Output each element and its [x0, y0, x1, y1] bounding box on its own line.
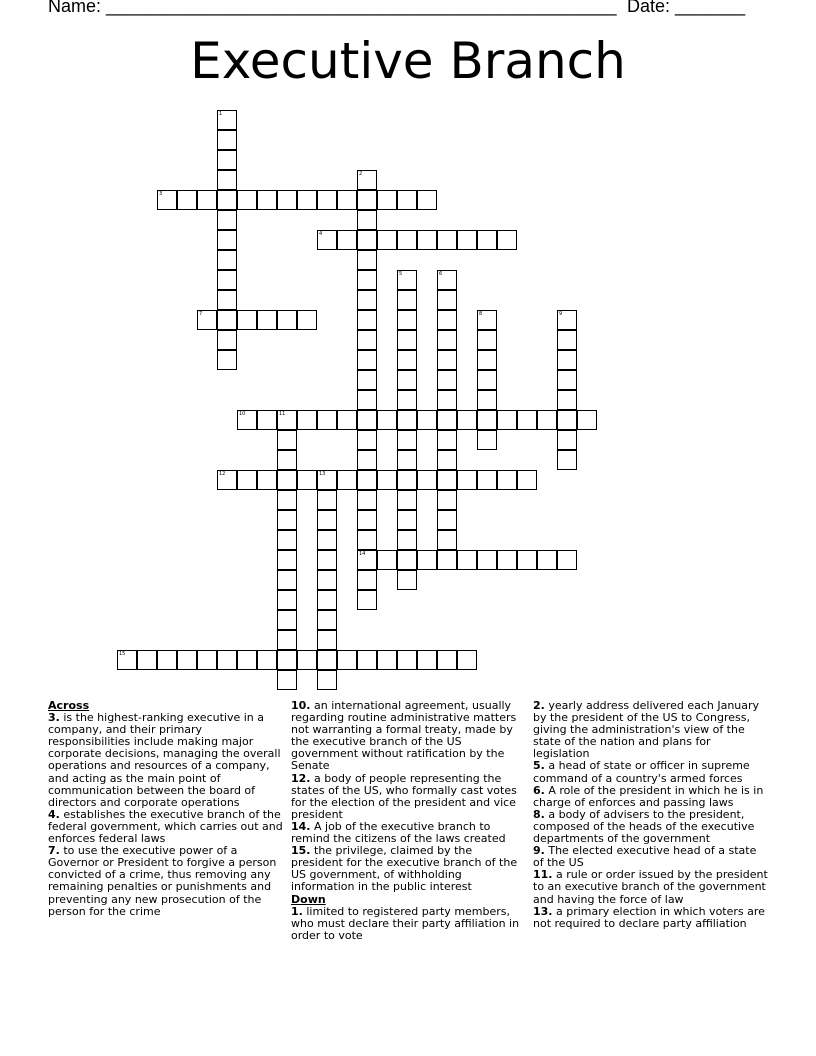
clue-down-11: 11. a rule or order issued by the president to an executive branch of the government and having the force of law	[533, 868, 768, 906]
cell-number: 10	[239, 411, 246, 417]
crossword-cell[interactable]	[177, 650, 197, 670]
crossword-cell[interactable]	[317, 550, 337, 570]
crossword-cell[interactable]	[537, 410, 557, 430]
crossword-cell[interactable]	[317, 530, 337, 550]
crossword-cell[interactable]	[217, 150, 237, 170]
crossword-cell[interactable]	[417, 650, 437, 670]
crossword-cell[interactable]	[217, 190, 237, 210]
crossword-cell[interactable]	[217, 230, 237, 250]
crossword-cell[interactable]	[397, 410, 417, 430]
clue-down-6: 6. A role of the president in which he is in charge of enforces and passing laws	[533, 783, 764, 809]
crossword-cell[interactable]	[217, 210, 237, 230]
clue-across-15: 15. the privilege, claimed by the president for the executive branch of the US government, of withholding information in the public interest	[291, 844, 518, 894]
crossword-cell[interactable]	[277, 430, 297, 450]
crossword-cell[interactable]	[197, 310, 217, 330]
crossword-cell[interactable]	[317, 230, 337, 250]
crossword-cell[interactable]	[457, 650, 477, 670]
crossword-cell[interactable]	[437, 370, 457, 390]
crossword-cell[interactable]	[197, 650, 217, 670]
crossword-cell[interactable]	[317, 590, 337, 610]
crossword-cell[interactable]	[217, 470, 237, 490]
clues-column-1	[48, 700, 283, 918]
crossword-cell[interactable]	[357, 290, 377, 310]
crossword-cell[interactable]	[137, 650, 157, 670]
crossword-cell[interactable]	[477, 550, 497, 570]
cell-number: 7	[199, 311, 203, 317]
crossword-cell[interactable]	[497, 230, 517, 250]
crossword-cell[interactable]	[437, 430, 457, 450]
crossword-cell[interactable]	[377, 550, 397, 570]
crossword-cell[interactable]	[157, 650, 177, 670]
crossword-cell[interactable]	[477, 370, 497, 390]
crossword-cell[interactable]	[317, 410, 337, 430]
crossword-cell[interactable]	[357, 230, 377, 250]
crossword-cell[interactable]	[277, 530, 297, 550]
down-heading: Down	[291, 892, 326, 906]
crossword-cell[interactable]	[397, 230, 417, 250]
crossword-cell[interactable]	[357, 430, 377, 450]
clues-column-2	[291, 700, 526, 942]
crossword-cell[interactable]	[297, 310, 317, 330]
cell-number: 1	[219, 111, 223, 117]
crossword-cell[interactable]	[497, 470, 517, 490]
crossword-cell[interactable]	[217, 310, 237, 330]
crossword-cell[interactable]	[237, 310, 257, 330]
crossword-cell[interactable]	[277, 630, 297, 650]
clue-across-10: 10. an international agreement, usually regarding routine administrative matters not warranting a formal treaty, made by the executive branch of the US government without ratification by the Senate	[291, 699, 517, 773]
clue-across-14: 14. A job of the executive branch to remind the citizens of the laws created	[291, 819, 506, 846]
crossword-cell[interactable]	[297, 650, 317, 670]
crossword-cell[interactable]	[437, 290, 457, 310]
crossword-cell[interactable]	[517, 410, 537, 430]
crossword-cell[interactable]	[277, 470, 297, 490]
crossword-cell[interactable]	[357, 570, 377, 590]
crossword-cell[interactable]	[377, 410, 397, 430]
crossword-cell[interactable]	[377, 470, 397, 490]
crossword-cell[interactable]	[317, 570, 337, 590]
cell-number: 4	[319, 231, 323, 237]
crossword-cell[interactable]	[357, 470, 377, 490]
crossword-cell[interactable]	[337, 230, 357, 250]
crossword-cell[interactable]	[357, 270, 377, 290]
crossword-cell[interactable]	[277, 450, 297, 470]
crossword-cell[interactable]	[377, 650, 397, 670]
crossword-cell[interactable]	[237, 470, 257, 490]
crossword-cell[interactable]	[357, 510, 377, 530]
crossword-cell[interactable]	[257, 650, 277, 670]
crossword-cell[interactable]	[237, 410, 257, 430]
crossword-cell[interactable]	[557, 330, 577, 350]
crossword-cell[interactable]	[557, 550, 577, 570]
crossword-cell[interactable]	[317, 670, 337, 690]
crossword-cell[interactable]	[577, 410, 597, 430]
crossword-cell[interactable]	[477, 410, 497, 430]
crossword-cell[interactable]	[357, 310, 377, 330]
crossword-cell[interactable]	[417, 410, 437, 430]
crossword-cell[interactable]	[257, 470, 277, 490]
crossword-cell[interactable]	[357, 530, 377, 550]
crossword-cell[interactable]	[397, 270, 417, 290]
crossword-cell[interactable]	[277, 490, 297, 510]
crossword-cell[interactable]	[517, 470, 537, 490]
cell-number: 12	[219, 471, 226, 477]
clue-down-2: 2. yearly address delivered each January by the president of the US to Congress, giving the administration's view of the state of the nation and plans for legislation	[533, 699, 760, 761]
crossword-cell[interactable]	[437, 530, 457, 550]
crossword-cell[interactable]	[477, 430, 497, 450]
crossword-cell[interactable]	[557, 390, 577, 410]
crossword-cell[interactable]	[217, 290, 237, 310]
crossword-cell[interactable]	[437, 330, 457, 350]
cell-number: 13	[319, 471, 326, 477]
crossword-cell[interactable]	[557, 430, 577, 450]
crossword-cell[interactable]	[417, 550, 437, 570]
clue-down-1: 1. limited to registered party members, who must declare their party affiliation in order to vote	[291, 904, 520, 942]
crossword-cell[interactable]	[297, 470, 317, 490]
crossword-cell[interactable]	[437, 450, 457, 470]
crossword-cell[interactable]	[477, 470, 497, 490]
crossword-cell[interactable]	[397, 550, 417, 570]
crossword-cell[interactable]	[217, 170, 237, 190]
puzzle-title: Executive Branch	[190, 32, 626, 90]
crossword-cell[interactable]	[357, 350, 377, 370]
crossword-cell[interactable]	[397, 650, 417, 670]
crossword-cell[interactable]	[317, 190, 337, 210]
crossword-cell[interactable]	[317, 650, 337, 670]
crossword-cell[interactable]	[557, 450, 577, 470]
crossword-cell[interactable]	[497, 410, 517, 430]
crossword-cell[interactable]	[357, 650, 377, 670]
crossword-cell[interactable]	[397, 430, 417, 450]
crossword-cell[interactable]	[357, 410, 377, 430]
crossword-cell[interactable]	[277, 550, 297, 570]
clue-across-3: 3. is the highest-ranking executive in a company, and their primary responsibilities include making major corporate decisions, managing the overall operations and resources of a company, and acting as the main point of communication between the board of directors and corporate operations	[48, 711, 281, 809]
crossword-cell[interactable]	[397, 290, 417, 310]
crossword-cell[interactable]	[517, 550, 537, 570]
name-field-label: Name: ___________________________________________________	[48, 0, 617, 16]
crossword-cell[interactable]	[357, 370, 377, 390]
crossword-cell[interactable]	[357, 490, 377, 510]
crossword-cell[interactable]	[397, 510, 417, 530]
crossword-cell[interactable]	[277, 570, 297, 590]
clues-column-3	[533, 700, 768, 930]
crossword-cell[interactable]	[397, 350, 417, 370]
crossword-cell[interactable]	[437, 550, 457, 570]
cell-number: 14	[359, 551, 366, 557]
crossword-cell[interactable]	[437, 510, 457, 530]
clue-down-8: 8. a body of advisers to the president, composed of the heads of the executive departments of the government	[533, 807, 755, 846]
crossword-cell[interactable]	[417, 230, 437, 250]
crossword-cell[interactable]	[477, 310, 497, 330]
cell-number: 8	[479, 311, 483, 317]
cell-number: 15	[119, 651, 126, 657]
crossword-cell[interactable]	[217, 110, 237, 130]
cell-number: 11	[279, 411, 286, 417]
crossword-cell[interactable]	[437, 350, 457, 370]
crossword-cell[interactable]	[297, 410, 317, 430]
crossword-cell[interactable]	[257, 410, 277, 430]
crossword-cell[interactable]	[317, 630, 337, 650]
crossword-cell[interactable]	[357, 210, 377, 230]
crossword-cell[interactable]	[457, 550, 477, 570]
crossword-cell[interactable]	[237, 650, 257, 670]
crossword-cell[interactable]	[237, 190, 257, 210]
crossword-cell[interactable]	[277, 510, 297, 530]
cell-number: 6	[439, 271, 443, 277]
crossword-cell[interactable]	[457, 470, 477, 490]
crossword-cell[interactable]	[197, 190, 217, 210]
crossword-cell[interactable]	[217, 350, 237, 370]
crossword-cell[interactable]	[357, 590, 377, 610]
crossword-cell[interactable]	[337, 190, 357, 210]
crossword-cell[interactable]	[557, 350, 577, 370]
crossword-cell[interactable]	[277, 310, 297, 330]
crossword-cell[interactable]	[397, 450, 417, 470]
crossword-cell[interactable]	[257, 190, 277, 210]
clue-across-12: 12. a body of people representing the states of the US, who formally cast votes for the election of the president and vice president	[291, 771, 517, 821]
crossword-cell[interactable]	[277, 670, 297, 690]
crossword-cell[interactable]	[537, 550, 557, 570]
crossword-cell[interactable]	[357, 330, 377, 350]
crossword-cell[interactable]	[357, 190, 377, 210]
crossword-cell[interactable]	[257, 310, 277, 330]
crossword-cell[interactable]	[337, 410, 357, 430]
crossword-cell[interactable]	[157, 190, 177, 210]
crossword-cell[interactable]	[557, 310, 577, 330]
crossword-cell[interactable]	[397, 470, 417, 490]
crossword-cell[interactable]	[437, 490, 457, 510]
crossword-cell[interactable]	[397, 310, 417, 330]
crossword-cell[interactable]	[357, 450, 377, 470]
crossword-cell[interactable]	[397, 530, 417, 550]
clue-across-7: 7. to use the executive power of a Governor or President to forgive a person convicted of a crime, thus removing any remaining penalties or punishments and preventing any new prosecution of the person for the crime	[48, 844, 277, 918]
cell-number: 5	[399, 271, 403, 277]
crossword-cell[interactable]	[277, 410, 297, 430]
crossword-cell[interactable]	[417, 470, 437, 490]
crossword-cell[interactable]	[457, 410, 477, 430]
crossword-cell[interactable]	[377, 190, 397, 210]
crossword-cell[interactable]	[317, 490, 337, 510]
across-heading: Across	[48, 699, 90, 712]
crossword-cell[interactable]	[277, 190, 297, 210]
crossword-cell[interactable]	[437, 650, 457, 670]
crossword-cell[interactable]	[337, 650, 357, 670]
crossword-cell[interactable]	[397, 390, 417, 410]
crossword-cell[interactable]	[217, 270, 237, 290]
crossword-cell[interactable]	[317, 510, 337, 530]
crossword-cell[interactable]	[437, 270, 457, 290]
crossword-cell[interactable]	[437, 470, 457, 490]
clue-down-9: 9. The elected executive head of a state of the US	[533, 844, 757, 870]
crossword-cell[interactable]	[477, 330, 497, 350]
crossword-cell[interactable]	[477, 350, 497, 370]
crossword-cell[interactable]	[337, 470, 357, 490]
cell-number: 9	[559, 311, 563, 317]
crossword-cell[interactable]	[357, 250, 377, 270]
crossword-cell[interactable]	[397, 190, 417, 210]
crossword-cell[interactable]	[357, 170, 377, 190]
crossword-cell[interactable]	[357, 390, 377, 410]
crossword-cell[interactable]	[177, 190, 197, 210]
crossword-cell[interactable]	[397, 370, 417, 390]
crossword-cell[interactable]	[277, 610, 297, 630]
crossword-cell[interactable]	[217, 330, 237, 350]
crossword-cell[interactable]	[437, 230, 457, 250]
crossword-cell[interactable]	[277, 650, 297, 670]
crossword-cell[interactable]	[297, 190, 317, 210]
cell-number: 2	[359, 171, 363, 177]
crossword-cell[interactable]	[377, 230, 397, 250]
crossword-cell[interactable]	[357, 550, 377, 570]
crossword-cell[interactable]	[437, 310, 457, 330]
crossword-cell[interactable]	[557, 370, 577, 390]
clue-down-5: 5. a head of state or officer in supreme command of a country's armed forces	[533, 759, 750, 785]
date-field-label: Date: _______	[627, 0, 746, 16]
crossword-cell[interactable]	[557, 410, 577, 430]
crossword-cell[interactable]	[397, 330, 417, 350]
crossword-cell[interactable]	[217, 130, 237, 150]
crossword-cell[interactable]	[437, 410, 457, 430]
clue-across-4: 4. establishes the executive branch of the federal government, which carries out and enforces federal laws	[48, 807, 283, 846]
crossword-cell[interactable]	[277, 590, 297, 610]
crossword-cell[interactable]	[317, 470, 337, 490]
crossword-cell[interactable]	[457, 230, 477, 250]
crossword-cell[interactable]	[397, 570, 417, 590]
crossword-cell[interactable]	[417, 190, 437, 210]
clue-down-13: 13. a primary election in which voters are not required to declare party affiliation	[533, 904, 765, 930]
crossword-cell[interactable]	[317, 610, 337, 630]
cell-number: 3	[159, 191, 163, 197]
crossword-cell[interactable]	[217, 250, 237, 270]
crossword-cell[interactable]	[437, 390, 457, 410]
crossword-cell[interactable]	[477, 390, 497, 410]
crossword-cell[interactable]	[497, 550, 517, 570]
crossword-cell[interactable]	[397, 490, 417, 510]
crossword-cell[interactable]	[477, 230, 497, 250]
crossword-cell[interactable]	[117, 650, 137, 670]
crossword-cell[interactable]	[217, 650, 237, 670]
